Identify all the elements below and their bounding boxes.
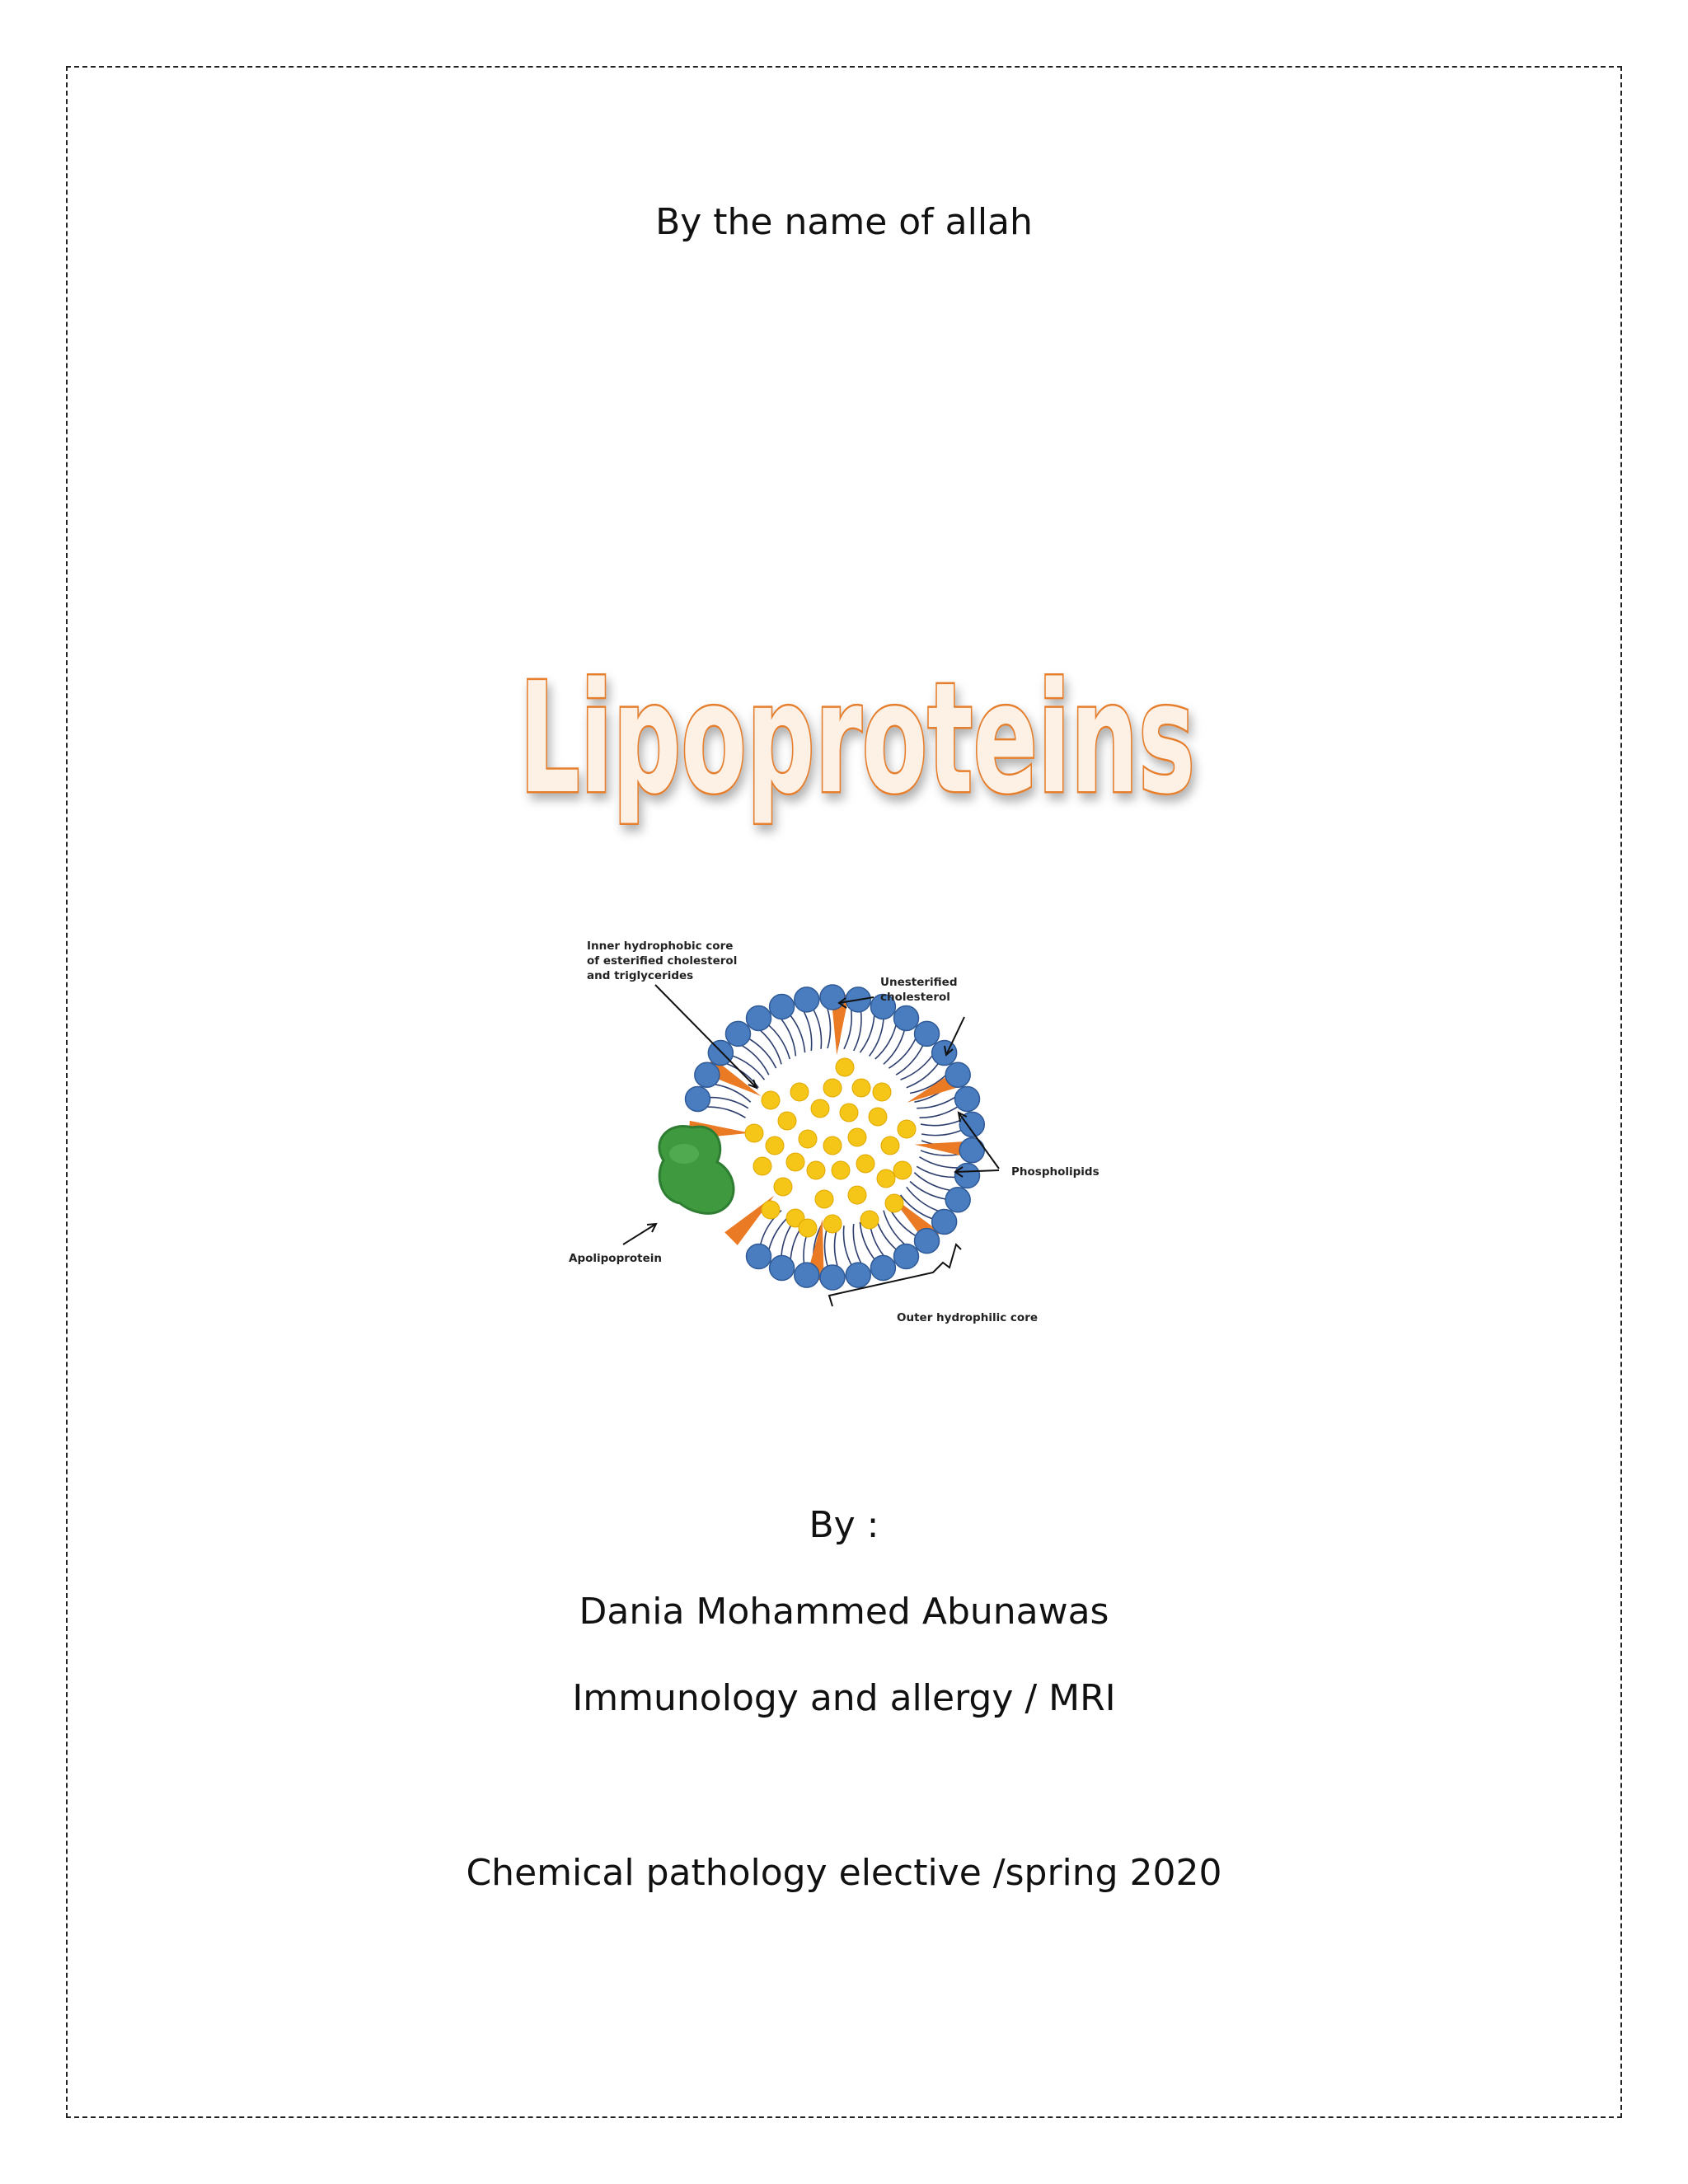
label-outer-hydrophilic: Outer hydrophilic core [897,1311,1039,1324]
phospholipid-tail [844,1226,851,1264]
core-lipid-droplet [873,1083,891,1101]
lipoprotein-diagram [569,923,1121,1335]
phospholipid-head [685,1086,710,1111]
phospholipid-tail [790,1015,804,1052]
phospholipid-tail [853,1224,860,1263]
label-inner-core: and triglycerides [587,969,694,982]
core-lipid-droplet [885,1194,903,1212]
phospholipid-tail [917,1098,954,1108]
phospholipid-tail [860,1015,874,1052]
document-title: Lipoproteins [519,649,1195,827]
core-lipid-droplet [881,1137,899,1155]
core-lipid-droplet [869,1108,887,1126]
core-lipid-droplet [766,1137,784,1155]
phospholipid-head [820,985,845,1010]
phospholipid-head [725,1021,750,1046]
phospholipid-head [945,1062,970,1087]
core-lipid-droplet [856,1155,874,1173]
core-lipid-droplet [848,1128,866,1146]
core-lipid-droplet [898,1120,916,1138]
apolipoprotein-highlight [669,1144,699,1164]
core-lipid-droplet [762,1091,780,1109]
author-department: Immunology and allergy / MRI [572,1677,1116,1719]
phospholipid-tail [917,1166,954,1177]
phospholipid-head [893,1244,918,1269]
phospholipid-head [708,1041,733,1066]
phospholipid-head [915,1229,940,1254]
author-name: Dania Mohammed Abunawas [579,1591,1109,1633]
core-lipid-droplet [832,1161,850,1179]
core-lipid-droplet [745,1124,763,1142]
phospholipid-tail [920,1157,958,1168]
core-lipid-droplet [840,1104,858,1122]
phospholipid-tail [854,1012,861,1051]
phospholipid-head [932,1209,957,1234]
phospholipid-head [915,1021,940,1046]
phospholipid-head [695,1062,720,1087]
core-lipid-droplet [799,1219,817,1237]
phospholipid-tail [921,1121,960,1126]
label-apolipoprotein: Apolipoprotein [569,1252,663,1265]
phospholipid-head [932,1041,957,1066]
phospholipid-tail [844,1010,851,1049]
label-inner-core: Inner hydrophobic core [587,940,734,953]
phospholipid-head [770,1256,795,1281]
phospholipid-head [795,1263,819,1287]
phospholipid-tail [825,1226,828,1266]
core-lipid-droplet [823,1137,842,1155]
phospholipid-head [795,987,819,1012]
phospholipid-tail [920,1107,958,1118]
core-lipid-droplet [753,1157,771,1175]
phospholipid-tail [921,1131,961,1136]
phospholipid-tail [814,1010,821,1049]
core-lipid-droplet [823,1215,842,1233]
core-lipid-droplet [790,1083,809,1101]
core-lipid-droplet [811,1099,829,1118]
core-lipid-droplet [877,1169,895,1188]
phospholipid-head [959,1138,984,1163]
core-lipid-droplet [778,1112,796,1130]
phospholipid-tail [804,1012,811,1051]
core-lipid-droplet [799,1130,817,1148]
phospholipid-tail [781,1019,795,1057]
phospholipid-head [747,1005,771,1030]
author-by-label: By : [809,1504,879,1546]
label-unesterified-cholesterol: Unesterified [880,976,958,989]
label-phospholipids: Phospholipids [1011,1165,1100,1179]
core-lipid-droplet [762,1201,780,1219]
phospholipid-head [747,1244,771,1269]
phospholipid-head [945,1188,970,1212]
phospholipid-tail [769,1025,790,1059]
phospholipid-head [955,1164,980,1188]
hydrophobic-core [745,1058,916,1237]
core-lipid-droplet [893,1161,912,1179]
core-lipid-droplet [823,1079,842,1097]
phospholipid-tail [710,1098,748,1108]
core-lipid-droplet [848,1186,866,1204]
phospholipid-tail [870,1019,884,1057]
phospholipid-tail [828,1009,831,1048]
phospholipid-head [955,1086,980,1111]
core-lipid-droplet [774,1178,792,1196]
phospholipid-head [893,1005,918,1030]
phospholipid-head [820,1265,845,1290]
apolipoprotein-shape [659,1126,734,1213]
label-inner-core: of esterified cholesterol [587,954,738,968]
core-lipid-droplet [860,1211,879,1229]
phospholipid-head [870,1256,895,1281]
phospholipid-head [846,1263,870,1287]
core-lipid-droplet [836,1058,854,1076]
label-unesterified-cholesterol: cholesterol [880,991,950,1004]
phospholipid-tail [914,1173,950,1190]
core-lipid-droplet [786,1153,804,1171]
phospholipid-tail [707,1107,745,1118]
phospholipid-head [770,994,795,1019]
header-text: By the name of allah [655,201,1033,243]
title-graphic [511,647,1220,845]
course-info: Chemical pathology elective /spring 2020 [466,1852,1222,1894]
core-lipid-droplet [807,1161,825,1179]
core-lipid-droplet [852,1079,870,1097]
core-lipid-droplet [815,1190,833,1208]
